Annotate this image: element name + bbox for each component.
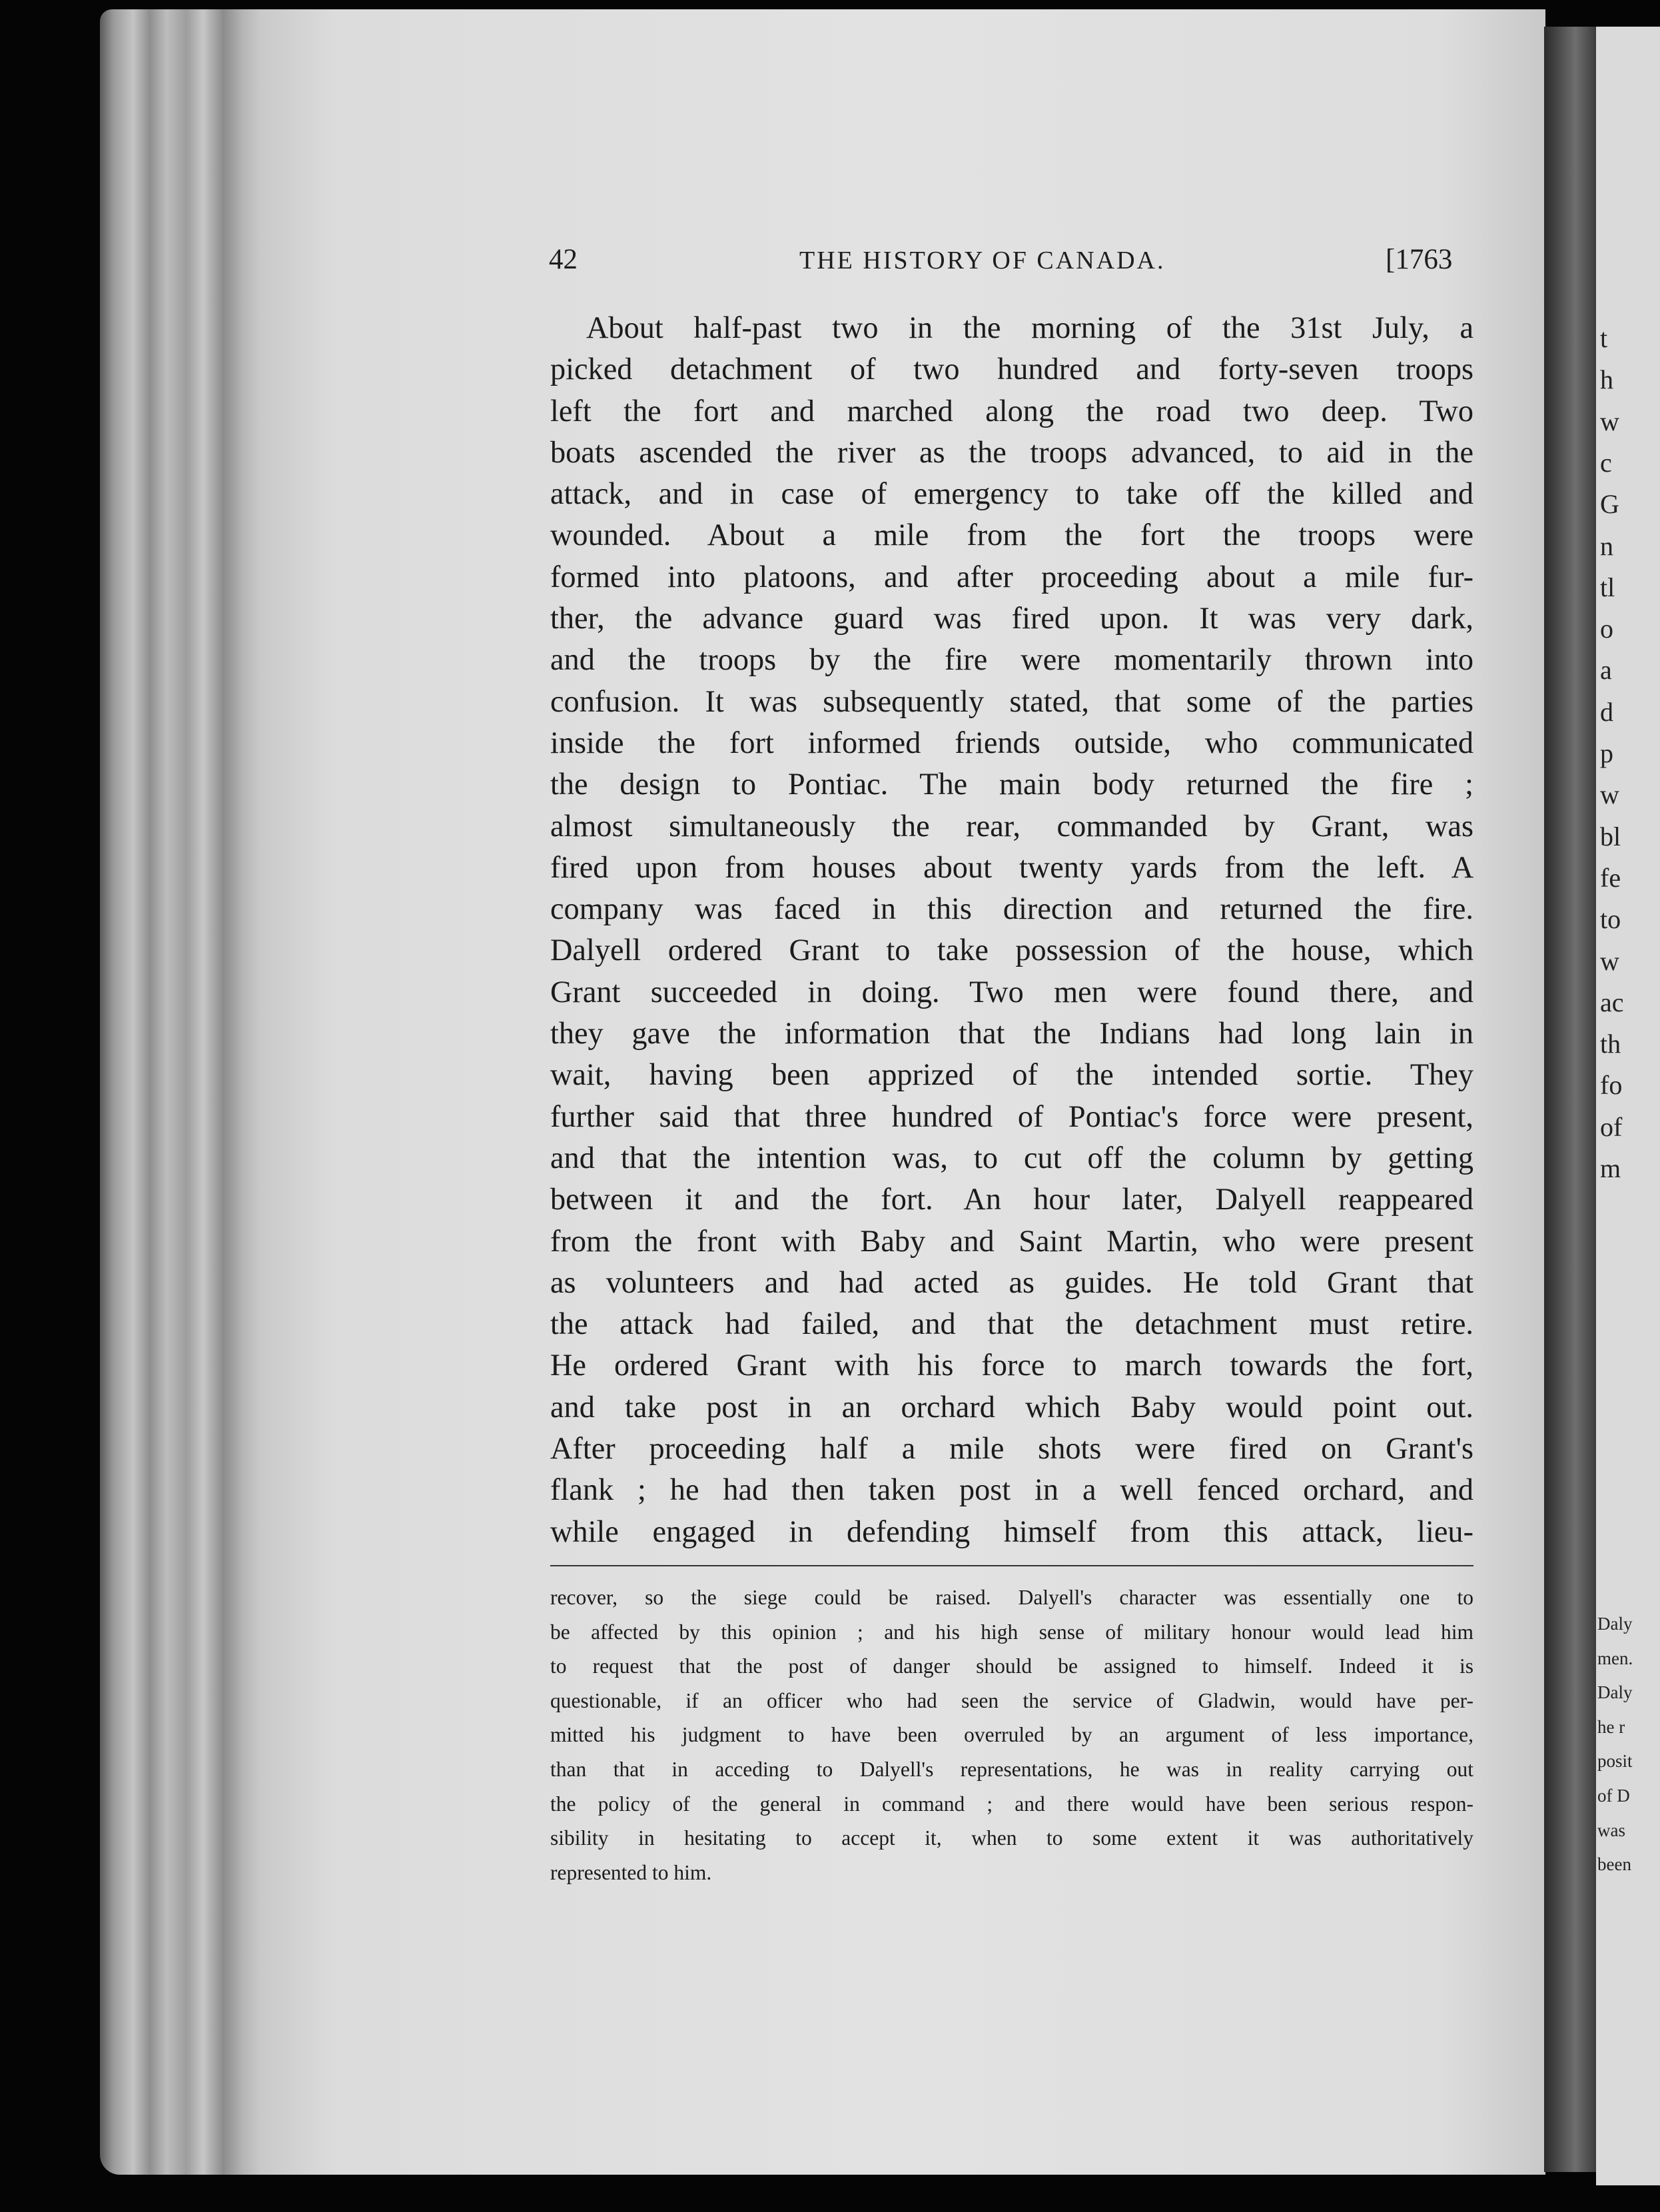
adjacent-page-text: bl (1600, 821, 1621, 851)
body-line: attack, and in case of emergency to take off the killed and (550, 477, 1473, 512)
adjacent-page-footnote-text: Daly (1597, 1682, 1633, 1703)
footnote-line: be affected by this opinion ; and his high sense of military honour would lead him (550, 1620, 1473, 1644)
body-line: fired upon from houses about twenty yards from the left. A (550, 850, 1473, 885)
body-line: left the fort and marched along the road two deep. Two (550, 394, 1473, 428)
body-line: flank ; he had then taken post in a well fenced orchard, and (550, 1473, 1473, 1508)
body-line: almost simultaneously the rear, commanded by Grant, was (550, 809, 1473, 843)
body-line: further said that three hundred of Pontiac's force were present, (550, 1099, 1473, 1134)
adjacent-page-text: t (1600, 323, 1608, 353)
book-page-edges (100, 9, 266, 2175)
adjacent-page-text: h (1600, 364, 1613, 395)
footnote (550, 1580, 1473, 1890)
adjacent-page-text: a (1600, 655, 1612, 686)
adjacent-page-text: th (1600, 1029, 1621, 1059)
body-line: wait, having been apprized of the intended sortie. They (550, 1058, 1473, 1093)
body-line: the attack had failed, and that the detachment must retire. (550, 1307, 1473, 1342)
footnote-line: mitted his judgment to have been overruled by an argument of less importance, (550, 1723, 1473, 1747)
body-line: Grant succeeded in doing. Two men were found there, and (550, 975, 1473, 1009)
body-line: company was faced in this direction and returned the fire. (550, 892, 1473, 927)
body-line: wounded. About a mile from the fort the troops were (550, 518, 1473, 553)
adjacent-page-text: w (1600, 945, 1619, 976)
body-line: picked detachment of two hundred and forty-seven troops (550, 352, 1473, 387)
adjacent-page-text: o (1600, 614, 1613, 644)
body-line: the design to Pontiac. The main body returned the fire ; (550, 768, 1473, 802)
adjacent-page-text: c (1600, 447, 1612, 478)
body-line: as volunteers and had acted as guides. He told Grant that (550, 1265, 1473, 1300)
body-line: confusion. It was subsequently stated, that some of the parties (550, 684, 1473, 719)
footnote-line: represented to him. (550, 1860, 712, 1884)
adjacent-page-footnote-text: was (1597, 1820, 1625, 1840)
body-line: inside the fort informed friends outside, who communicated (550, 726, 1473, 760)
adjacent-page-text: w (1600, 780, 1619, 810)
adjacent-page-text: w (1600, 406, 1619, 436)
footnote-line: sibility in hesitating to accept it, when to some extent it was authoritatively (550, 1826, 1473, 1850)
body-line: between it and the fort. An hour later, Dalyell reappeared (550, 1183, 1473, 1217)
body-line: and the troops by the fire were momentarily thrown into (550, 643, 1473, 678)
body-line: and that the intention was, to cut off the column by getting (550, 1141, 1473, 1175)
footnote-line: recover, so the siege could be raised. Dalyell's character was essentially one to (550, 1586, 1473, 1609)
footnote-line: questionable, if an officer who had seen the service of Gladwin, would have per- (550, 1688, 1473, 1712)
adjacent-page-text: fe (1600, 862, 1621, 893)
adjacent-page-text: tl (1600, 572, 1615, 602)
body-text (550, 308, 1473, 1553)
body-line: He ordered Grant with his force to march towards the fort, (550, 1349, 1473, 1383)
body-line: ther, the advance guard was fired upon. It was very dark, (550, 602, 1473, 636)
adjacent-page-text: ac (1600, 987, 1624, 1017)
footnote-line: than that in acceding to Dalyell's representations, he was in reality carrying out (550, 1757, 1473, 1781)
book-gutter (1544, 27, 1596, 2172)
body-line: After proceeding half a mile shots were fired on Grant's (550, 1432, 1473, 1466)
body-line: Dalyell ordered Grant to take possession of the house, which (550, 933, 1473, 968)
page-number: 42 (549, 244, 578, 275)
body-line: from the front with Baby and Saint Martin, who were present (550, 1224, 1473, 1259)
adjacent-page-text: m (1600, 1153, 1621, 1183)
adjacent-page-footnote-text: Daly (1597, 1614, 1633, 1634)
adjacent-page-footnote-text: of D (1597, 1786, 1630, 1806)
footnote-line: to request that the post of danger should be assigned to himself. Indeed it is (550, 1654, 1473, 1678)
body-line: About half-past two in the morning of the 31st July, a (586, 311, 1473, 345)
footnote-line: the policy of the general in command ; and there would have been serious respon- (550, 1792, 1473, 1816)
running-title: THE HISTORY OF CANADA. (799, 247, 1166, 275)
running-year: [1763 (1386, 244, 1453, 275)
adjacent-page-text: n (1600, 530, 1613, 561)
adjacent-page-footnote-text: been (1597, 1854, 1631, 1875)
adjacent-page (1596, 27, 1660, 2185)
adjacent-page-text: fo (1600, 1070, 1623, 1101)
adjacent-page-text: G (1600, 489, 1619, 520)
adjacent-page-footnote-text: he r (1597, 1716, 1625, 1737)
footnote-rule (550, 1565, 1473, 1566)
adjacent-page-text: d (1600, 696, 1613, 727)
adjacent-page-text: p (1600, 738, 1613, 768)
adjacent-page-text: of (1600, 1111, 1623, 1142)
adjacent-page-footnote-text: posit (1597, 1751, 1633, 1772)
adjacent-page-text: to (1600, 904, 1621, 935)
body-line: boats ascended the river as the troops advanced, to aid in the (550, 435, 1473, 470)
body-line: while engaged in defending himself from this attack, lieu- (550, 1514, 1473, 1549)
body-line: and take post in an orchard which Baby would point out. (550, 1390, 1473, 1424)
body-line: they gave the information that the Indians had long lain in (550, 1017, 1473, 1051)
adjacent-page-footnote-text: men. (1597, 1648, 1633, 1668)
body-line: formed into platoons, and after proceeding about a mile fur- (550, 560, 1473, 594)
